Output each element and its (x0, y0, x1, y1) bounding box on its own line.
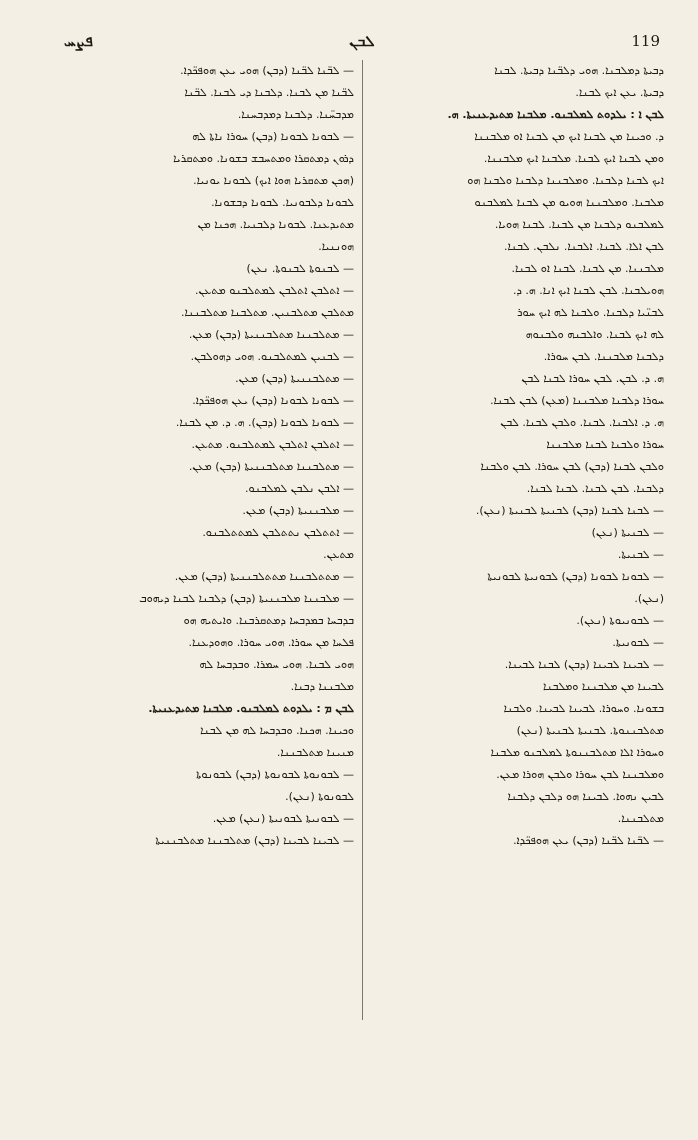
entry-continuation: ܡܠܒܢܢܐ ܕܒܢܐ. (290, 680, 354, 693)
entry-continuation: (ܢܥܢ). (634, 592, 664, 605)
two-column-body (64, 60, 664, 1060)
entry-continuation: ܚܘܪܐ ܕܠܒܢܐ ܡܠܒܢܢܐ (ܡܥܢ) ܠܒܢ ܠܒܢܐ. (490, 394, 664, 407)
entry-continuation: ܡܬܠܒܢܢܐ. (617, 812, 664, 825)
dictionary-entry: — ܡܬܬܠܒܢܢܐ ܡܬܬܠܒܢܢܝܬܐ (ܕܒܢ) ܡܥܢ. (174, 570, 354, 583)
left-column (64, 60, 354, 852)
entry-continuation: ܒܕܒܚܐ ܒܡܕܒܚܐ ܕܡܬܩܪܒܢܐ. ܘܐܝܬܝܗ ܗܘ (183, 614, 354, 627)
dictionary-entry: — ܠܒܢܝܬܐ. (617, 548, 664, 561)
dictionary-entry: — ܠܒܘܢܐ ܠܒܘܢܐ (ܕܒܢ) ܝܥܢ ܗܘܦܟ̈ܕܐ. (192, 394, 354, 407)
entry-heading: ܠܒܢ ܡ : ܝܠܕܘܬ ܠܡܠܒܢܘ. ܡܠܒܢܐ ܡܬܝܕܥܢܝܬܐ. (148, 702, 354, 715)
entry-continuation: ܗܘܝ ܠܒܢܐ. ܗܘܝ ܚܡܪܐ. ܘܒܕܒܚܐ ܠܗ (199, 658, 354, 671)
dictionary-entry: — ܡܬܠܒܢܢܝܬܐ (ܕܒܢ) ܡܥܢ. (235, 372, 354, 385)
running-head-center: ܠܒܢ (349, 32, 375, 50)
entry-continuation: ܕܪܘܢ ܕܡܬܩܪܐ ܘܡܬܚܒܫ ܒܫܘܢܐ. ܘܡܬܩܪܝܐ (173, 152, 354, 165)
entry-continuation: ܠܡܠܒܢܘ ܕܠܒܢܐ ܡܢ ܠܒܢܐ. ܠܒܢܐ ܗܘܝܐ. (494, 218, 664, 231)
dictionary-entry: — ܐܬܬܠܒܢ ܢܬܬܠܒܢ ܠܡܬܬܠܒܢܘ. (202, 526, 354, 539)
dictionary-entry: — ܠܒܘܢܐ ܠܒܘܢܐ (ܕܒܢ) ܚܘܪܐ ܢܐܬܐ ܠܗ (192, 130, 354, 143)
dictionary-entry: — ܡܠܒܢܢܝܬܐ (ܕܒܢ) ܡܥܢ. (242, 504, 354, 517)
entry-continuation: ܗܘܢܢܝܐ. (318, 240, 354, 253)
entry-continuation: ܦܠܚܐ ܡܢ ܚܘܪܐ. ܗܘܝ ܚܘܪܐ. ܘܗܘܕܥܢܐ. (188, 636, 354, 649)
dictionary-entry: — ܡܠܒܢܢܐ ܡܠܒܢܢܝܬܐ (ܕܒܢ) ܕܠܒܢܐ ܠܒܢܐ ܕܝܗܘܒ (139, 592, 354, 605)
running-head (64, 30, 660, 52)
entry-continuation: ܗ. ܕ. ܐܠܒܢܐ. ܠܒܢܐ. ܘܠܒܢ ܠܒܢܐ. ܠܒܢ (500, 416, 664, 429)
entry-continuation: ܡܬܠܒܢ ܡܬܠܒܢܝܢ. ܡܬܠܒܢܐ ܡܬܠܒܢܢܐ. (181, 306, 354, 319)
entry-continuation: ܠܒܢ̈ܝܐ ܕܠܒܢܐ. ܘܠܒܢܐ ܠܗ ܐܝܟ ܚܘܪ (517, 306, 664, 319)
entry-continuation: ܘܚܘܪܐ ܐܠܐ ܡܬܠܒܢܢܘܬܐ ܠܡܠܒܢܘ ܡܠܒܢܐ (490, 746, 664, 759)
entry-continuation: ܡܕܒܚ̈ܢܐ. ܕܠܒܢܐ ܕܡܕܒܚܢܐ. (237, 108, 354, 121)
dictionary-entry: — ܠܒܘܢܘܬܐ ܠܒܘܢܘܬܐ (ܕܒܢ) ܠܒܘܢܘܬܐ (196, 768, 354, 781)
dictionary-entry: — ܠܒܘܢܝܬܐ ܠܒܘܢܝܬܐ (ܢܥܢ) ܡܥܢ. (212, 812, 354, 825)
entry-continuation: ܕ. ܘܟܝܢܐ ܡܢ ܠܒܢܐ ܐܝܟ ܡܢ ܠܒܢܐ ܐܘ ܡܠܒܢܢܐ (474, 130, 664, 143)
dictionary-entry: — ܐܠܒܢ ܢܠܒܢ ܠܡܠܒܢܘ. (244, 482, 354, 495)
dictionary-entry: — ܡܬܠܒܢܢܐ ܡܬܠܒܢܢܝܬܐ (ܕܒܢ) ܡܥܢ. (188, 460, 354, 473)
dictionary-entry: — ܠܒܢܝܬܐ (ܢܥܢ) (591, 526, 664, 539)
entry-continuation: ܕܠܒܢܐ. ܠܒܢ ܠܒܢܐ. ܠܒܢܐ ܠܒܢܐ. (526, 482, 664, 495)
running-head-left: ܦܨܚ (64, 32, 93, 50)
column-divider (362, 60, 363, 1020)
entry-continuation: ܘܠܒܢ ܠܒܢܐ (ܕܒܢ) ܠܒܢ ܚܘܪܐ. ܠܒܢ ܘܠܒܢܐ (480, 460, 664, 473)
entry-continuation: ܡܬܠܒܢܢܘܬܐ. ܠܒܢܝܬܐ ܠܒܢܝܬܐ (ܢܥܢ) (516, 724, 664, 737)
entry-continuation: ܡܢܝܢܐ ܡܬܠܒܢܢܐ. (276, 746, 354, 759)
entry-continuation: ܡܠܒܢܐ. ܘܡܠܒܢܢܐ ܗܘܝܘ ܡܢ ܠܒܢܐ ܠܡܠܒܢܘ (474, 196, 664, 209)
entry-continuation: ܗ. ܕ. ܠܒܢ. ܠܒܢ ܚܘܪܐ ܠܒܢܐ ܠܒܢ (521, 372, 664, 385)
page-number: 119 (631, 32, 660, 50)
dictionary-entry: — ܐܬܠܒܢ ܐܬܠܒܢ ܠܡܬܠܒܢܘ ܡܬܥܢ. (194, 284, 354, 297)
entry-continuation: ܕܒܝܬܐ ܕܡܠܒܢܐ. ܗܘܝ ܕܠܒ̈ܢܐ ܕܒܝܬܐ. ܠܒܢܐ (494, 64, 664, 77)
entry-continuation: (ܗܟܢ ܡܬܩܪܝܐ ܗܘܐ ܐܝܟ) ܠܒܘܢܐ ܝܘܢܝܐ. (193, 174, 354, 187)
entry-continuation: ܠܒܢ ܐܠܐ. ܠܒܢܐ. ܐܠܒܢܐ. ܢܠܒܢ. ܠܒܢܐ. (503, 240, 664, 253)
entry-continuation: ܐܝܟ ܠܒܢܐ ܕܠܒܢܐ. ܘܡܠܒܢܢܐ ܕܠܒܢܐ ܘܠܒܢܐ ܗܘ (467, 174, 664, 187)
entry-continuation: ܠܒܘܢܘܬܐ (ܢܥܢ). (285, 790, 354, 803)
entry-continuation: ܚܘܪܐ ܘܠܒܢܐ ܠܒܢܐ ܡܠܒܢܢܐ (546, 438, 664, 451)
dictionary-entry: — ܡܬܠܒܢܢܐ ܡܬܠܒܢܢܝܬܐ (ܕܒܢ) ܡܥܢ. (188, 328, 354, 341)
dictionary-entry: — ܠܒܘܢܝܘܬܐ (ܢܥܢ). (576, 614, 664, 627)
entry-continuation: ܗܘܝܠܒܢܐ. ܠܒܢ ܠܒܢܐ ܐܝܟ ܐܢܐ. ܗ. ܕ. (512, 284, 664, 297)
entry-continuation: ܠܗ ܐܝܟ ܠܒܢܐ. ܘܐܠܒܢܗ ܘܠܒܢܘܗ (525, 328, 664, 341)
entry-continuation: ܡܠܒܢܢܐ. ܡܢ ܠܒܢܐ. ܠܒܢܐ ܐܘ ܠܒܢܐ. (511, 262, 664, 275)
dictionary-entry: — ܠܒܘܢܐ ܠܒܘܢܐ (ܕܒܢ) ܠܒܘܢܝܬܐ ܠܒܘܢܝܬܐ (487, 570, 664, 583)
entry-continuation: ܒܫܘܢܐ. ܘܚܘܪܐ. ܠܒܝܢܐ ܠܒܝܢܐ. ܘܠܒܢܐ (503, 702, 664, 715)
entry-heading: ܠܒܢ ܐ : ܝܠܕܘܬ ܠܡܠܒܢܘ. ܡܠܒܢܐ ܡܬܝܕܥܢܝܬܐ. ܗ. (447, 108, 664, 121)
entry-continuation: ܘܟܝܢܐ. ܗܟܢܐ. ܘܒܕܒܚܐ ܠܗ ܡܢ ܠܒܢܐ (200, 724, 354, 737)
entry-continuation: ܕܠܒܢܐ ܡܠܒܢܢܐ. ܠܒܢ ܚܘܪܐ. (543, 350, 664, 363)
entry-continuation: ܠܒ̈ܢܐ ܡܢ ܠܒܢܐ. ܕܠܒܢܐ ܕܝ ܠܒܢܐ. ܠܒ̈ܢܐ (184, 86, 354, 99)
dictionary-entry: — ܠܒܢܘܬܐ ܠܒܢܘܬܐ. ܢܥܢ) (246, 262, 354, 275)
entry-continuation: ܘܡܠܒܢܢܐ ܠܒܢ ܚܘܪܐ ܘܠܒܢ ܗܘܪܐ ܡܥܢ. (496, 768, 664, 781)
entry-continuation: — ܠܒ̈ܢܐ ܠܒ̈ܢܐ (ܕܒܢ) ܗܘܝ ܝܥܢ ܗܘܦܟ̈ܕܐ. (180, 64, 354, 77)
dictionary-entry: — ܐܬܠܒܢ ܐܬܠܒܢ ܠܡܬܠܒܢܘ. ܡܬܥܢ. (191, 438, 354, 451)
entry-continuation: ܕܒܝܬܐ. ܝܥܢ ܐܝܟ ܠܒܢܐ. (575, 86, 664, 99)
entry-continuation: ܡܬܥܢ. (323, 548, 354, 561)
entry-continuation: ܡܬܝܕܥܢܐ. ܠܒܘܢܐ ܕܠܒܢܝܐ. ܗܟܢܐ ܡܢ (197, 218, 354, 231)
dictionary-entry: — ܠܒܢܝܢ ܠܡܬܠܒܢܘ. ܗܘܝ ܕܗܘܠܒܢ. (190, 350, 354, 363)
dictionary-entry: — ܠܒܝܢܐ ܠܒܝܢܐ (ܕܒܢ) ܡܬܠܒܢܢܐ ܡܬܠܒܢܢܝܬܐ (155, 834, 354, 847)
dictionary-entry: — ܠܒܝܢܐ ܠܒܝܢܐ (ܕܒܢ) ܠܒܢܐ ܠܒܝܢܐ. (504, 658, 664, 671)
entry-continuation: ܘܡܢ ܠܒܢܐ ܐܝܟ ܠܒܢܐ. ܡܠܒܢܐ ܐܝܟ ܡܠܒܢܢܐ. (483, 152, 664, 165)
entry-continuation: ܠܒܘܢܐ ܕܠܒܘܢܝܐ. ܠܒܘܢܐ ܕܒܫܘܢܐ. (211, 196, 354, 209)
dictionary-entry: — ܠܒܢܐ ܠܒܢܐ (ܕܒܢ) ܠܒܢܝܬܐ ܠܒܢܝܬܐ (ܢܥܢ). (475, 504, 664, 517)
dictionary-entry: — ܠܒܘܢܝܬܐ. (612, 636, 664, 649)
dictionary-entry: — ܠܒܘܢܐ ܠܒܘܢܐ (ܕܒܢ). ܗ. ܕ. ܡܢ ܠܒܢܐ. (175, 416, 354, 429)
right-column (374, 60, 664, 852)
dictionary-entry: — ܠܒ̈ܢܐ ܠܒ̈ܢܐ (ܕܒܢ) ܝܥܢ ܗܘܦܟ̈ܕܐ. (513, 834, 664, 847)
entry-continuation: ܠܒܝܢ ܢܗܘܐ. ܠܒܝܢܐ ܗܘ ܕܠܒܢ ܕܠܒܢܐ (507, 790, 664, 803)
entry-continuation: ܠܒܝܢܐ ܡܢ ܡܠܒܢܢܐ ܘܡܠܒܢܐ (543, 680, 664, 693)
